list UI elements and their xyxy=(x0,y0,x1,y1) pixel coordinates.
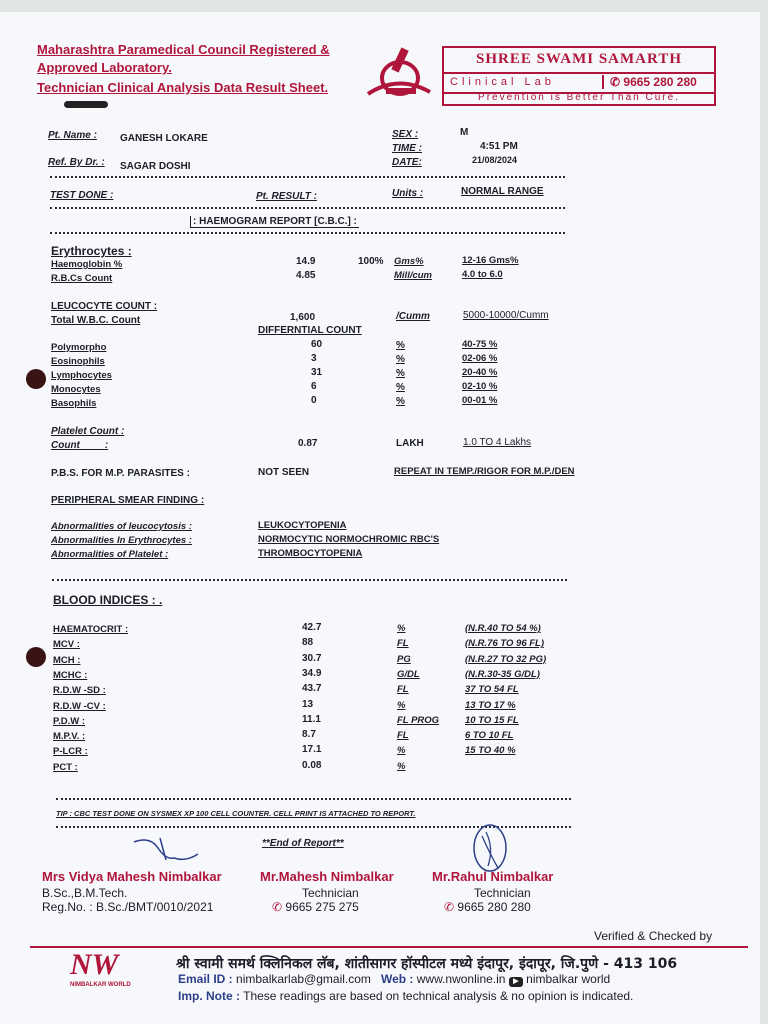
differential-name: Polymorpho xyxy=(51,342,107,353)
signatory-name: Mrs Vidya Mahesh Nimbalkar xyxy=(42,869,222,884)
signatory-reg: Reg.No. : B.Sc./BMT/0010/2021 xyxy=(42,900,214,914)
signatory-name: Mr.Mahesh Nimbalkar xyxy=(260,869,394,884)
pbs-value: NOT SEEN xyxy=(258,467,310,478)
indices-unit: FL xyxy=(397,638,409,650)
lab-tagline: Prevention is Better Than Cure. xyxy=(478,92,680,103)
differential-unit: % xyxy=(396,382,405,393)
divider xyxy=(50,207,565,209)
indices-name: M.P.V. : xyxy=(53,731,86,743)
differential-unit: % xyxy=(396,368,405,379)
differential-unit: % xyxy=(396,396,405,407)
indices-value: 13 xyxy=(302,698,314,710)
indices-unit: FL xyxy=(397,684,409,696)
smear-name: Abnormalities In Erythrocytes : xyxy=(51,535,192,546)
sex-label: SEX : xyxy=(392,129,419,140)
indices-name: MCHC : xyxy=(53,669,88,681)
indices-name: MCV : xyxy=(53,639,80,651)
pbs-note: REPEAT IN TEMP./RIGOR FOR M.P./DEN xyxy=(394,466,575,477)
refby-label: Ref. By Dr. : xyxy=(48,157,105,168)
differential-value: 31 xyxy=(311,367,323,378)
indices-range: 37 TO 54 FL xyxy=(465,684,519,696)
differential-name: Eosinophils xyxy=(51,356,105,367)
smear-value: THROMBOCYTOPENIA xyxy=(258,548,363,559)
divider xyxy=(50,232,565,234)
total-wbc-label: Total W.B.C. Count xyxy=(51,315,141,326)
indices-unit: FL xyxy=(397,730,409,742)
sex-value: M xyxy=(460,127,469,138)
indices-unit: G/DL xyxy=(397,668,420,680)
differential-value: 3 xyxy=(311,353,317,364)
council-line-1: Maharashtra Paramedical Council Registered & xyxy=(37,42,330,57)
indices-value: 43.7 xyxy=(302,683,322,695)
differential-value: 60 xyxy=(311,339,323,350)
indices-range: 15 TO 40 % xyxy=(465,745,516,757)
indices-value: 17.1 xyxy=(302,744,322,756)
col-units: Units : xyxy=(392,188,424,199)
indices-unit: PG xyxy=(397,653,411,665)
divider xyxy=(56,798,571,800)
sheet-title: Technician Clinical Analysis Data Result Sheet. xyxy=(37,80,329,95)
indices-name: PCT : xyxy=(53,761,78,773)
indices-heading: BLOOD INDICES : . xyxy=(53,593,163,607)
indices-value: 30.7 xyxy=(302,652,322,664)
signature-3 xyxy=(468,822,512,876)
differential-range: 00-01 % xyxy=(462,395,498,406)
test-extra: 100% xyxy=(358,256,384,267)
whatsapp-icon: ✆ xyxy=(610,75,624,89)
differential-value: 6 xyxy=(311,381,317,392)
differential-range: 02-06 % xyxy=(462,353,498,364)
differential-range: 20-40 % xyxy=(462,367,498,378)
test-range: 4.0 to 6.0 xyxy=(462,269,503,280)
indices-range: (N.R.40 TO 54 %) xyxy=(465,623,541,634)
differential-heading: DIFFERNTIAL COUNT xyxy=(258,325,362,336)
indices-value: 8.7 xyxy=(302,729,316,741)
signatory-role: Technician xyxy=(474,886,531,900)
smear-value: NORMOCYTIC NORMOCHROMIC RBC'S xyxy=(258,534,440,545)
differential-value: 0 xyxy=(311,395,317,406)
signatory-phone: ✆ 9665 280 280 xyxy=(444,900,531,914)
smear-name: Abnormalities of Platelet : xyxy=(51,549,169,560)
lab-sub: Clinical Lab xyxy=(450,76,555,88)
indices-value: 0.08 xyxy=(302,759,322,771)
signatory-name: Mr.Rahul Nimbalkar xyxy=(432,869,554,884)
differential-unit: % xyxy=(396,340,405,351)
indices-unit: % xyxy=(397,699,406,711)
indices-range: 10 TO 15 FL xyxy=(465,714,519,726)
smear-name: Abnormalities of leucocytosis : xyxy=(51,521,192,532)
differential-unit: % xyxy=(396,354,405,365)
tip-text: TIP : CBC TEST DONE ON SYSMEX XP 100 CELL COUNTER. CELL PRINT IS ATTACHED TO REPORT. xyxy=(56,809,416,818)
pbs-label: P.B.S. FOR M.P. PARASITES : xyxy=(51,468,190,479)
footer-note: Imp. Note : These readings are based on technical analysis & no opinion is indicated. xyxy=(178,989,634,1003)
signature-1 xyxy=(130,832,202,864)
smear-heading: PERIPHERAL SMEAR FINDING : xyxy=(51,495,205,506)
total-wbc-value: 1,600 xyxy=(290,312,316,323)
patient-name: GANESH LOKARE xyxy=(120,133,208,144)
council-line-2: Approved Laboratory. xyxy=(37,60,172,75)
punch-hole xyxy=(26,647,46,667)
platelet-count-label: Count : xyxy=(51,440,109,451)
indices-value: 88 xyxy=(302,637,314,649)
indices-range: 6 TO 10 FL xyxy=(465,730,514,742)
indices-range: (N.R.27 TO 32 PG) xyxy=(465,653,547,665)
total-wbc-unit: /Cumm xyxy=(396,311,430,322)
refby-value: SAGAR DOSHI xyxy=(120,161,191,172)
indices-unit: % xyxy=(397,623,406,634)
test-name: Haemoglobin % xyxy=(51,259,123,270)
footer-address: श्री स्वामी समर्थ क्लिनिकल लॅब, शांतीसागर हॉस्पीटल मध्ये इंदापूर, इंदापूर, जि.पुणे - 413 106 xyxy=(176,956,678,972)
differential-name: Basophils xyxy=(51,398,97,409)
indices-range: 13 TO 17 % xyxy=(465,699,516,711)
scribble-mark xyxy=(64,101,108,108)
platelet-count-value: 0.87 xyxy=(298,438,318,449)
platelet-count-unit: LAKH xyxy=(396,438,424,449)
differential-range: 40-75 % xyxy=(462,339,498,350)
test-range: 12-16 Gms% xyxy=(462,255,519,266)
indices-unit: FL PROG xyxy=(397,714,440,726)
platelet-heading: Platelet Count : xyxy=(51,426,125,437)
signatory-qualification: B.Sc.,B.M.Tech. xyxy=(42,886,128,900)
date-value: 21/08/2024 xyxy=(472,155,518,165)
leucocyte-heading: LEUCOCYTE COUNT : xyxy=(51,301,158,312)
phone-icon: ✆ xyxy=(444,900,458,914)
report-title: : HAEMOGRAM REPORT [C.B.C.] : xyxy=(190,216,359,228)
test-unit: Gms% xyxy=(394,256,424,267)
indices-name: MCH : xyxy=(53,654,81,666)
lab-name: SHREE SWAMI SAMARTH xyxy=(475,51,682,67)
indices-value: 34.9 xyxy=(302,667,322,679)
indices-range: (N.R.30-35 G/DL) xyxy=(465,668,540,680)
lab-brand-box xyxy=(442,46,716,106)
end-of-report: **End of Report** xyxy=(262,838,344,849)
indices-value: 42.7 xyxy=(302,622,322,633)
divider xyxy=(52,579,567,581)
footer-divider xyxy=(30,946,748,948)
patient-name-label: Pt. Name : xyxy=(48,130,97,141)
time-value: 4:51 PM xyxy=(480,141,518,152)
col-normal-range: NORMAL RANGE xyxy=(461,186,544,197)
signatory-role: Technician xyxy=(302,886,359,900)
microscope-logo-icon xyxy=(360,44,436,102)
total-wbc-range: 5000-10000/Cumm xyxy=(463,310,549,321)
divider xyxy=(50,176,565,178)
differential-range: 02-10 % xyxy=(462,381,498,392)
smear-value: LEUKOCYTOPENIA xyxy=(258,520,347,531)
indices-name: R.D.W -CV : xyxy=(53,700,106,712)
test-name: R.B.Cs Count xyxy=(51,273,113,284)
punch-hole xyxy=(26,369,46,389)
lab-phone: ✆ 9665 280 280 xyxy=(602,75,697,89)
youtube-icon: ▶ xyxy=(509,977,523,987)
indices-name: HAEMATOCRIT : xyxy=(53,624,129,635)
indices-range: (N.R.76 TO 96 FL) xyxy=(465,638,545,650)
verified-text: Verified & Checked by xyxy=(594,929,713,943)
date-label: DATE: xyxy=(392,157,422,168)
col-result: Pt. RESULT : xyxy=(256,191,317,202)
signatory-phone: ✆ 9665 275 275 xyxy=(272,900,359,914)
indices-unit: % xyxy=(397,760,406,772)
indices-name: R.D.W -SD : xyxy=(53,685,106,697)
test-value: 4.85 xyxy=(296,270,316,281)
indices-unit: % xyxy=(397,745,406,757)
time-label: TIME : xyxy=(392,143,422,154)
footer-contact: Email ID : nimbalkarlab@gmail.com Web : www.nwonline.in ▶ nimbalkar world xyxy=(178,972,611,986)
col-test-done: TEST DONE : xyxy=(50,190,114,201)
platelet-count-range: 1.0 TO 4 Lakhs xyxy=(463,437,532,448)
differential-name: Lymphocytes xyxy=(51,370,112,381)
test-value: 14.9 xyxy=(296,256,316,267)
phone-icon: ✆ xyxy=(272,900,286,914)
nw-logo: NW NIMBALKAR WORLD xyxy=(70,948,131,988)
test-unit: Mill/cum xyxy=(394,270,433,281)
indices-name: P.D.W : xyxy=(53,715,86,727)
erythrocytes-heading: Erythrocytes : xyxy=(51,244,132,258)
indices-name: P-LCR : xyxy=(53,746,88,758)
differential-name: Monocytes xyxy=(51,384,101,395)
indices-value: 11.1 xyxy=(302,713,321,725)
